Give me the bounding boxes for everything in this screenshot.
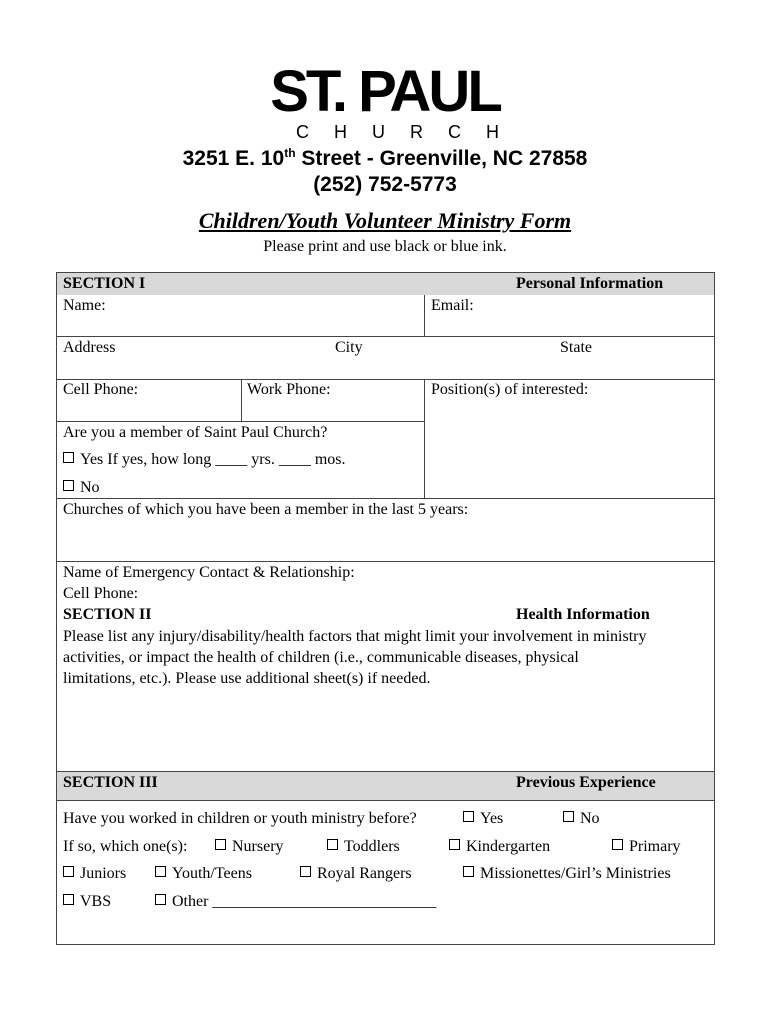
name-field-label: Name:: [63, 297, 106, 314]
section3-heading: Previous Experience: [516, 774, 656, 791]
option-juniors[interactable]: Juniors: [63, 865, 126, 883]
option-missionettes[interactable]: Missionettes/Girl’s Ministries: [463, 865, 671, 883]
checkbox-icon[interactable]: [463, 811, 474, 822]
state-field-label: State: [560, 339, 592, 356]
option-nursery[interactable]: Nursery: [215, 838, 284, 856]
section1-heading: Personal Information: [516, 275, 664, 292]
health-instructions-line3: limitations, etc.). Please use additional sheet(s) if needed.: [63, 670, 431, 687]
cell-phone-label: Cell Phone:: [63, 381, 139, 398]
emergency-cell-label: Cell Phone:: [63, 585, 139, 602]
checkbox-icon[interactable]: [155, 894, 166, 905]
checkbox-icon[interactable]: [63, 452, 74, 463]
checkbox-icon[interactable]: [300, 866, 311, 877]
section2-label: SECTION II: [63, 606, 152, 623]
address-field-label: Address: [63, 339, 116, 356]
option-kindergarten[interactable]: Kindergarten: [449, 838, 550, 856]
member-yes-option[interactable]: Yes If yes, how long ____ yrs. ____ mos.: [63, 451, 346, 469]
checkbox-icon[interactable]: [612, 839, 623, 850]
church-logo: ST. PAUL: [270, 59, 500, 124]
email-field-label: Email:: [431, 297, 474, 314]
option-toddlers[interactable]: Toddlers: [327, 838, 400, 856]
section2-heading: Health Information: [516, 606, 650, 623]
option-primary[interactable]: Primary: [612, 838, 681, 856]
option-royal-rangers[interactable]: Royal Rangers: [300, 865, 412, 883]
section3-label: SECTION III: [63, 774, 158, 791]
checkbox-icon[interactable]: [63, 866, 74, 877]
health-instructions-line2: activities, or impact the health of children (i.e., communicable diseases, physical: [63, 649, 579, 666]
member-no-option[interactable]: No: [63, 479, 100, 497]
work-phone-label: Work Phone:: [247, 381, 331, 398]
which-label: If so, which one(s):: [63, 838, 188, 855]
checkbox-icon[interactable]: [563, 811, 574, 822]
checkbox-icon[interactable]: [215, 839, 226, 850]
health-instructions-line1: Please list any injury/disability/health factors that might limit your involvement in ministry: [63, 628, 647, 645]
option-youth-teens[interactable]: Youth/Teens: [155, 865, 252, 883]
city-field-label: City: [335, 339, 363, 356]
checkbox-icon[interactable]: [449, 839, 460, 850]
checkbox-icon[interactable]: [463, 866, 474, 877]
checkbox-icon[interactable]: [63, 894, 74, 905]
option-vbs[interactable]: VBS: [63, 893, 111, 911]
option-other[interactable]: Other ____________________________: [155, 893, 436, 911]
form-title: Children/Youth Volunteer Ministry Form: [198, 208, 572, 233]
checkbox-icon[interactable]: [155, 866, 166, 877]
checkbox-icon[interactable]: [63, 480, 74, 491]
section1-label: SECTION I: [63, 275, 146, 292]
form-instructions: Please print and use black or blue ink.: [263, 238, 507, 255]
experience-question: Have you worked in children or youth ministry before?: [63, 810, 417, 827]
experience-no-option[interactable]: No: [563, 810, 600, 828]
experience-yes-option[interactable]: Yes: [463, 810, 503, 828]
church-logo-subtitle: CHURCH: [296, 122, 524, 142]
emergency-contact-label: Name of Emergency Contact & Relationship:: [63, 564, 355, 581]
checkbox-icon[interactable]: [327, 839, 338, 850]
church-phone: (252) 752-5773: [313, 173, 457, 196]
churches-label: Churches of which you have been a member in the last 5 years:: [63, 501, 469, 518]
member-question: Are you a member of Saint Paul Church?: [63, 424, 328, 441]
positions-label: Position(s) of interested:: [431, 381, 589, 398]
church-address: 3251 E. 10th Street - Greenville, NC 27858: [182, 146, 588, 170]
